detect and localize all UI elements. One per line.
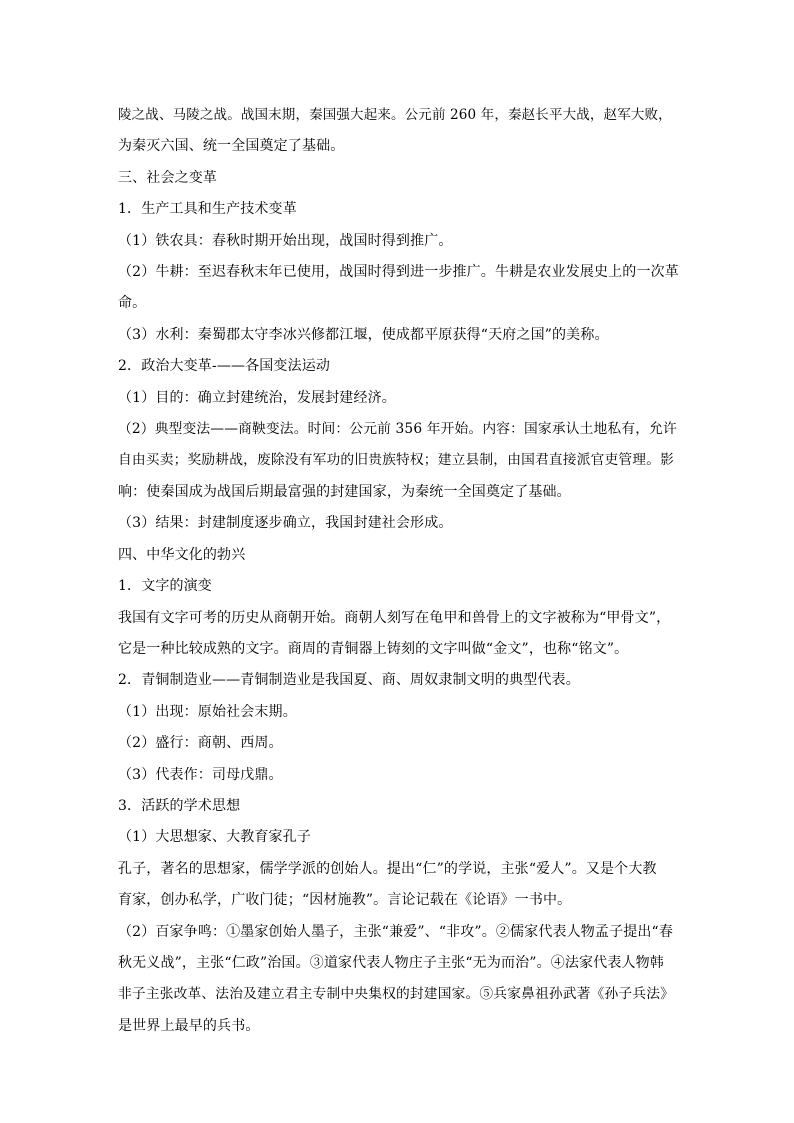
text-line: 秋无义战”，主张“仁政”治国。③道家代表人物庄子主张“无为而治”。④法家代表人物韩 bbox=[118, 954, 664, 971]
text-line: 我国有文字可考的历史从商朝开始。商朝人刻写在龟甲和兽骨上的文字被称为“甲骨文”， bbox=[118, 609, 671, 626]
text-line: 孔子，著名的思想家，儒学学派的创始人。提出“仁”的学说，主张“爱人”。又是个大教 bbox=[118, 860, 657, 877]
subsection-heading: 1．文字的演变 bbox=[118, 578, 212, 595]
text-line: 响：使秦国成为战国后期最富强的封建国家，为秦统一全国奠定了基础。 bbox=[118, 483, 571, 500]
text-line: 命。 bbox=[118, 295, 147, 312]
subsection-heading: 3．活跃的学术思想 bbox=[118, 797, 241, 814]
document-body bbox=[118, 100, 680, 1042]
list-item: （3）水利：秦蜀郡太守李冰兴修都江堰，使成都平原获得“天府之国”的美称。 bbox=[118, 326, 609, 343]
text-line: 是世界上最早的兵书。 bbox=[118, 1017, 260, 1034]
list-item: （2）百家争鸣：①墨家创始人墨子，主张“兼爱”、“非攻”。②儒家代表人物孟子提出“春 bbox=[118, 923, 673, 940]
section-heading: 四、中华文化的勃兴 bbox=[118, 546, 246, 563]
subsection-heading: 2．青铜制造业——青铜制造业是我国夏、商、周奴隶制文明的典型代表。 bbox=[118, 672, 580, 689]
subsection-heading: 1．生产工具和生产技术变革 bbox=[118, 201, 297, 218]
list-item: （1）铁农具：春秋时期开始出现，战国时得到推广。 bbox=[118, 232, 453, 249]
list-item: （2）牛耕：至迟春秋末年已使用，战国时得到进一步推广。牛耕是农业发展史上的一次革 bbox=[118, 264, 679, 281]
list-item: （3）代表作：司母戊鼎。 bbox=[118, 766, 283, 783]
text-line: 陵之战、马陵之战。战国末期，秦国强大起来。公元前 260 年，秦赵长平大战，赵军大败， bbox=[118, 107, 672, 123]
list-item: （1）出现：原始社会末期。 bbox=[118, 703, 297, 720]
text-line: 非子主张改革、法治及建立君主专制中央集权的封建国家。⑤兵家鼻祖孙武著《孙子兵法》 bbox=[118, 986, 675, 1003]
text-line: 为秦灭六国、统一全国奠定了基础。 bbox=[118, 138, 345, 155]
list-item: （1）目的：确立封建统治，发展封建经济。 bbox=[118, 389, 396, 406]
list-item: （3）结果：封建制度逐步确立，我国封建社会形成。 bbox=[118, 515, 453, 532]
list-item: （2）典型变法——商鞅变法。时间：公元前 356 年开始。内容：国家承认土地私有，允许 bbox=[118, 421, 677, 438]
list-item: （2）盛行：商朝、西周。 bbox=[118, 735, 283, 752]
text-line: 它是一种比较成熟的文字。商周的青铜器上铸刻的文字叫做“金文”，也称“铭文”。 bbox=[118, 640, 629, 657]
text-line: 育家，创办私学，广收门徒；“因材施教”。言论记载在《论语》一书中。 bbox=[118, 892, 572, 909]
list-item: （1）大思想家、大教育家孔子 bbox=[118, 829, 312, 846]
subsection-heading: 2．政治大变革-——各国变法运动 bbox=[118, 358, 331, 375]
section-heading: 三、社会之变革 bbox=[118, 169, 218, 186]
text-line: 自由买卖；奖励耕战，废除没有军功的旧贵族特权；建立县制，由国君直接派官吏管理。影 bbox=[118, 452, 675, 469]
